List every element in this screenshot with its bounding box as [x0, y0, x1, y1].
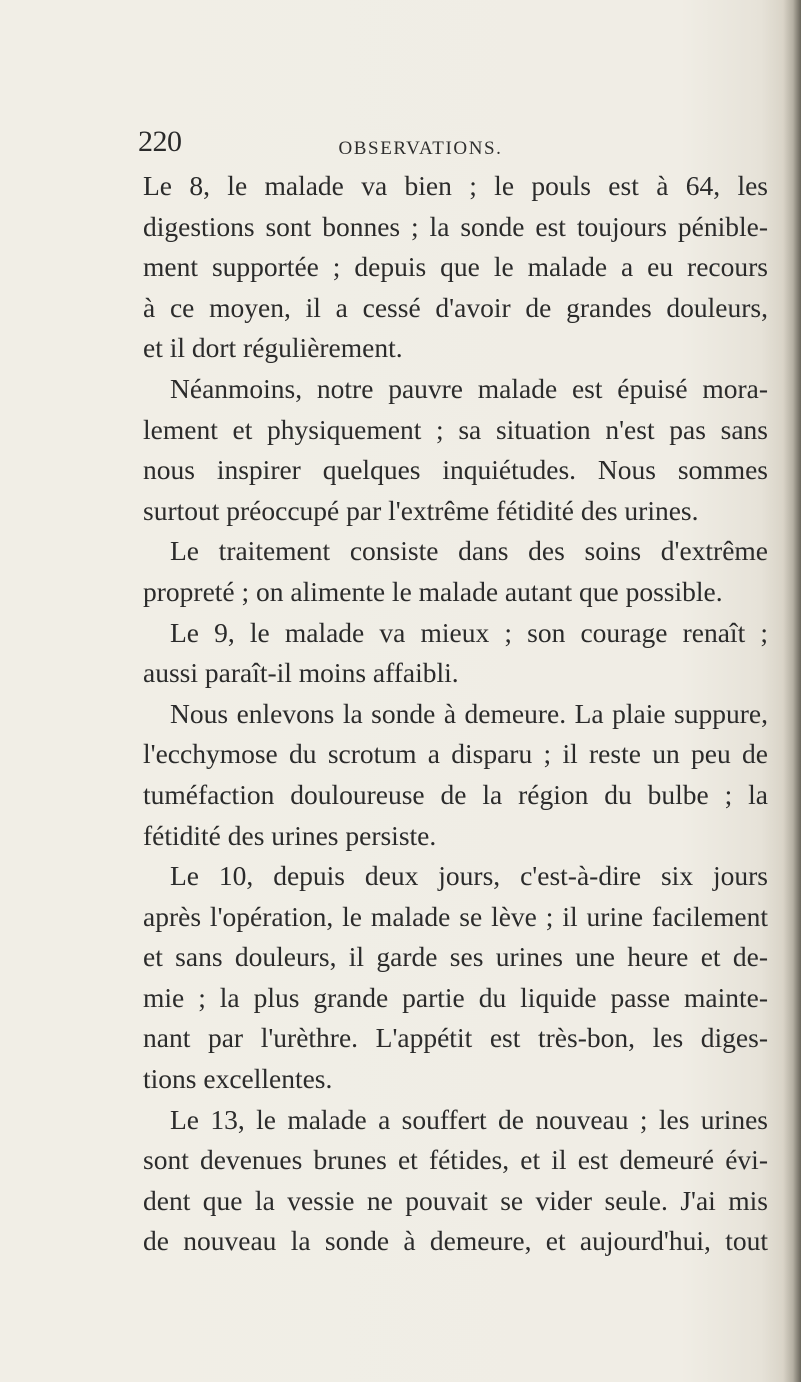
text-line: Le 13, le malade a souffert de nouveau ; les urines: [170, 1103, 768, 1135]
text-line: mie ; la plus grande partie du liquide passe mainte-: [143, 981, 768, 1013]
text-line: digestions sont bonnes ; la sonde est toujours pénible-: [143, 210, 768, 242]
text-line: nant par l'urèthre. L'appétit est très-bon, les diges-: [143, 1022, 768, 1054]
page-edge-shadow: [783, 0, 801, 1382]
text-line: tions excellentes.: [143, 1063, 333, 1095]
text-line: Le traitement consiste dans des soins d'extrême: [170, 535, 768, 567]
text-line: Néanmoins, notre pauvre malade est épuisé mora-: [170, 372, 768, 404]
text-line: lement et physiquement ; sa situation n'est pas sans: [143, 413, 768, 445]
text-line: tuméfaction douloureuse de la région du bulbe ; la: [143, 778, 768, 810]
text-line: sont devenues brunes et fétides, et il est demeuré évi-: [143, 1144, 768, 1176]
text-line: propreté ; on alimente le malade autant que possible.: [143, 575, 723, 607]
text-line: et sans douleurs, il garde ses urines une heure et de-: [143, 941, 768, 973]
text-line: Le 8, le malade va bien ; le pouls est à 64, les: [143, 170, 768, 201]
text-line: après l'opération, le malade se lève ; il urine facilement: [143, 900, 768, 932]
text-line: fétidité des urines persiste.: [143, 819, 437, 851]
text-line: ment supportée ; depuis que le malade a eu recours: [143, 251, 768, 283]
text-line: de nouveau la sonde à demeure, et aujourd'hui, tout: [143, 1225, 768, 1257]
page-number: 220: [138, 125, 182, 158]
text-line: l'ecchymose du scrotum a disparu ; il reste un peu de: [143, 738, 768, 770]
text-line: Nous enlevons la sonde à demeure. La plaie suppure,: [170, 697, 768, 729]
running-head: OBSERVATIONS.: [338, 138, 503, 159]
text-line: aussi paraît-il moins affaibli.: [143, 657, 459, 689]
text-line: Le 10, depuis deux jours, c'est-à-dire six jours: [170, 860, 768, 892]
text-line: dent que la vessie ne pouvait se vider seule. J'ai mis: [143, 1184, 768, 1216]
body-text: [143, 166, 768, 1262]
text-line: nous inspirer quelques inquiétudes. Nous sommes: [143, 454, 768, 486]
text-line: Le 9, le malade va mieux ; son courage renaît ;: [170, 616, 768, 648]
text-line: et il dort régulièrement.: [143, 332, 403, 364]
text-line: surtout préoccupé par l'extrême fétidité des urines.: [143, 494, 699, 526]
text-line: à ce moyen, il a cessé d'avoir de grandes douleurs,: [143, 291, 768, 323]
